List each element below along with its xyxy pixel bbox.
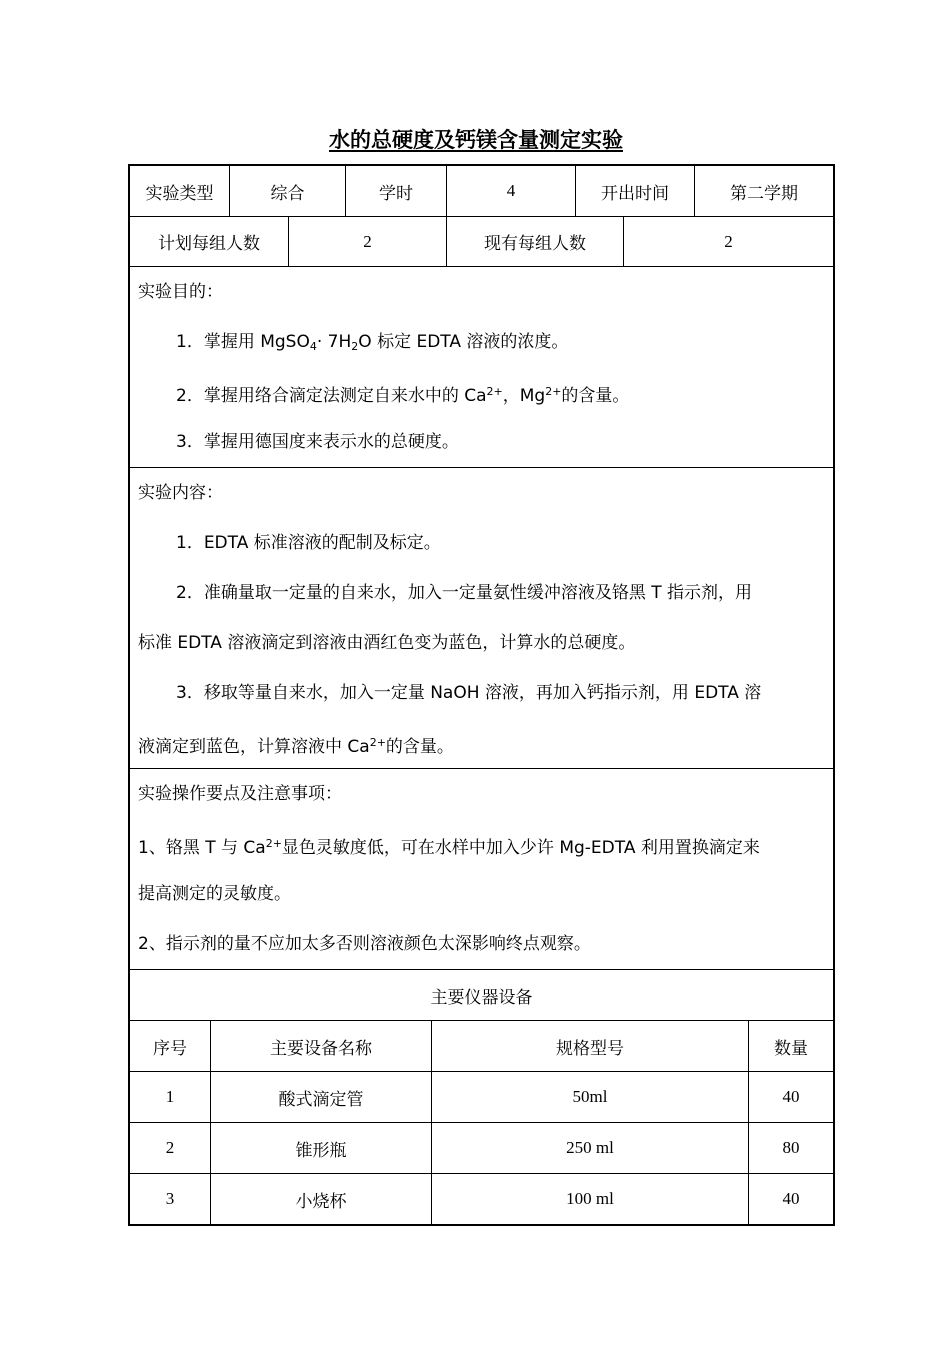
time-value: 第二学期	[730, 183, 798, 204]
table-row	[130, 1123, 833, 1174]
equipment-name: 锥形瓶	[211, 1123, 432, 1173]
equipment-header-row	[130, 1021, 833, 1072]
notes-heading: 实验操作要点及注意事项：	[138, 784, 342, 804]
page-title: 水的总硬度及钙镁含量测定实验	[329, 128, 623, 152]
column-header: 主要设备名称	[211, 1021, 432, 1071]
equipment-index: 3	[130, 1174, 211, 1224]
equipment-spec: 250 ml	[432, 1123, 749, 1173]
equipment-heading: 主要仪器设备	[430, 987, 533, 1008]
experiment-table	[128, 164, 835, 1226]
info-row-1	[130, 166, 833, 217]
column-header: 规格型号	[432, 1021, 749, 1071]
column-header: 数量	[774, 1038, 808, 1059]
content-item-1: 1．EDTA 标准溶液的配制及标定。	[176, 533, 441, 553]
table-row	[130, 1072, 833, 1123]
equipment-quantity: 40	[782, 1189, 800, 1208]
notes-item-1: 1、铬黑 T 与 $Ca^{2+}$显色灵敏度低，可在水样中加入少许 Mg-EDTA 利用置换滴定来	[138, 837, 760, 858]
notes-item-2: 2、指示剂的量不应加太多否则溶液颜色太深影响终点观察。	[138, 934, 591, 954]
column-header: 序号	[130, 1021, 211, 1071]
notes-item-1-line-2: 提高测定的灵敏度。	[138, 884, 291, 904]
content-section	[130, 468, 833, 769]
table-row	[130, 1174, 833, 1224]
equipment-spec: 50ml	[432, 1072, 749, 1122]
equipment-spec: 100 ml	[432, 1174, 749, 1224]
purpose-section	[130, 267, 833, 468]
type-value: 综合	[230, 166, 346, 216]
equipment-index: 1	[130, 1072, 211, 1122]
equipment-index: 2	[130, 1123, 211, 1173]
plan-label: 计划每组人数	[130, 217, 289, 266]
plan-value: 2	[289, 217, 447, 266]
purpose-heading: 实验目的：	[138, 282, 223, 302]
purpose-item-2: 2．掌握用络合滴定法测定自来水中的 $Ca^{2+}$，$Mg^{2+}$的含量。	[176, 385, 630, 406]
content-item-2-line-1: 2．准确量取一定量的自来水，加入一定量氨性缓冲溶液及铬黑 T 指示剂，用	[176, 583, 753, 603]
equipment-name: 酸式滴定管	[211, 1072, 432, 1122]
info-row-2	[130, 217, 833, 267]
time-label: 开出时间	[576, 166, 695, 216]
hours-label: 学时	[346, 166, 447, 216]
current-value: 2	[724, 231, 733, 251]
equipment-name: 小烧杯	[211, 1174, 432, 1224]
content-item-3-line-2: 液滴定到蓝色，计算溶液中 $Ca^{2+}$的含量。	[138, 736, 454, 757]
current-label: 现有每组人数	[447, 217, 624, 266]
purpose-item-1: 1．掌握用 MgSO$_4$· $7H_2O$ 标定 EDTA 溶液的浓度。	[176, 332, 569, 353]
hours-value: 4	[447, 166, 576, 216]
content-item-3-line-1: 3．移取等量自来水，加入一定量 NaOH 溶液，再加入钙指示剂，用 EDTA 溶	[176, 683, 762, 703]
type-label: 实验类型	[130, 166, 230, 216]
content-item-2-line-2: 标准 EDTA 溶液滴定到溶液由酒红色变为蓝色，计算水的总硬度。	[138, 633, 636, 653]
equipment-quantity: 80	[782, 1138, 800, 1157]
equipment-heading-row	[130, 970, 833, 1021]
purpose-item-3: 3．掌握用德国度来表示水的总硬度。	[176, 432, 459, 452]
notes-section	[130, 769, 833, 970]
content-heading: 实验内容：	[138, 483, 223, 503]
equipment-quantity: 40	[782, 1087, 800, 1106]
